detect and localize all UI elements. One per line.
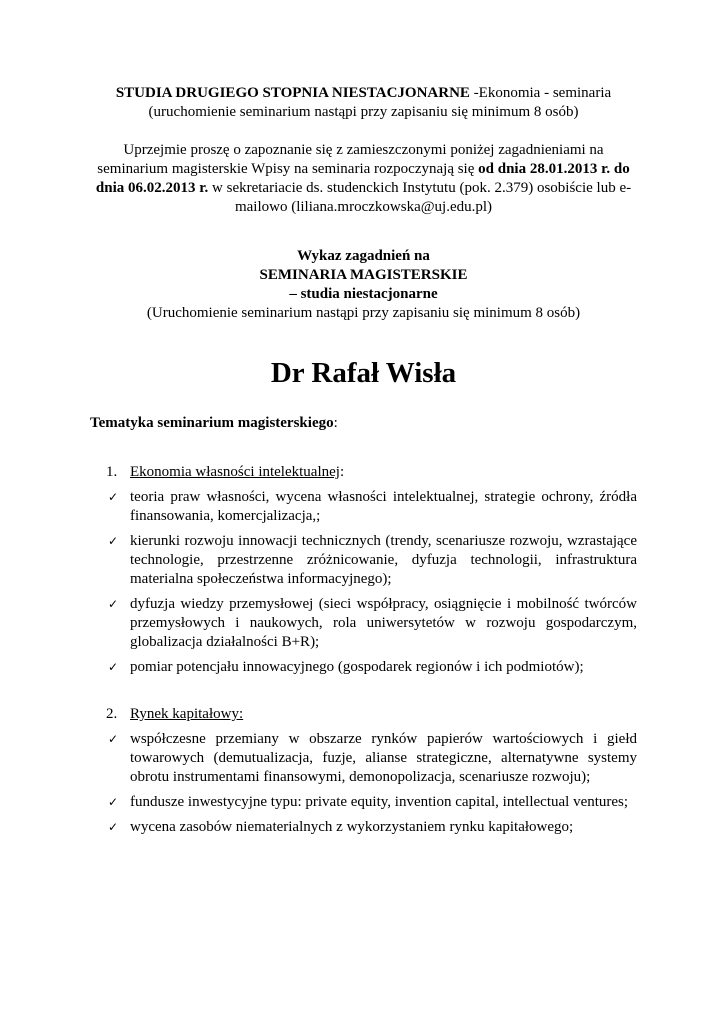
list-item bbox=[90, 793, 637, 812]
wykaz-line-3: – studia niestacjonarne bbox=[289, 286, 438, 302]
list-item bbox=[90, 730, 637, 787]
section-number: 2. bbox=[106, 706, 118, 722]
list-item-text: współczesne przemiany w obszarze rynków papierów wartościowych i giełd towarowych (demutualizacja, fuzje, alianse strategiczne, alternatywne systemy obrotu instrumentami finansowymi, demonopolizacja, scenariusze rozwoju); bbox=[130, 731, 637, 785]
list-item-text: teoria praw własności, wycena własności intelektualnej, strategie ochrony, źródła finansowania, komercjalizacja,; bbox=[130, 489, 637, 524]
list-item-text: wycena zasobów niematerialnych z wykorzystaniem rynku kapitałowego; bbox=[130, 819, 574, 835]
check-icon: ✓ bbox=[108, 660, 119, 674]
list-item bbox=[90, 532, 637, 589]
list-item bbox=[90, 658, 637, 677]
list-item bbox=[90, 818, 637, 837]
header-line-2: (uruchomienie seminarium nastąpi przy zapisaniu się minimum 8 osób) bbox=[148, 104, 579, 120]
section-1-title bbox=[90, 463, 637, 482]
check-icon: ✓ bbox=[108, 597, 119, 611]
subject-label: Tematyka seminarium magisterskiego bbox=[90, 415, 334, 431]
check-icon: ✓ bbox=[108, 490, 119, 504]
header bbox=[90, 84, 637, 122]
section-2-title bbox=[90, 705, 637, 724]
list-item-text: fundusze inwestycyjne typu: private equity, invention capital, intellectual ventures; bbox=[130, 794, 629, 810]
wykaz-block bbox=[90, 247, 637, 323]
wykaz-line-4: (Uruchomienie seminarium nastąpi przy zapisaniu się minimum 8 osób) bbox=[146, 305, 581, 321]
lecturer-name: Dr Rafał Wisła bbox=[270, 357, 457, 389]
header-line-1 bbox=[90, 84, 637, 103]
section-1-list bbox=[90, 488, 637, 677]
header-title-rest: -Ekonomia - seminaria bbox=[469, 85, 612, 101]
list-item-text: kierunki rozwoju innowacji technicznych (trendy, scenariusze rozwoju, wzrastające technologie, przestrzenne zróżnicowanie, dyfuzja technologii, infrastruktura materialna społeczeństwa informacyjnego); bbox=[130, 533, 637, 587]
section-number: 1. bbox=[106, 464, 118, 480]
section-title-text: Ekonomia własności intelektualnej bbox=[130, 464, 340, 480]
check-icon: ✓ bbox=[108, 732, 119, 746]
section-title-text: Rynek kapitałowy: bbox=[130, 706, 244, 722]
section-2-list bbox=[90, 730, 637, 837]
check-icon: ✓ bbox=[108, 795, 119, 809]
wykaz-line-2: SEMINARIA MAGISTERSKIE bbox=[259, 267, 468, 283]
intro-text-1: Uprzejmie proszę o zapoznanie się z zamieszczonymi poniżej zagadnieniami na seminarium magisterskie Wpisy na seminaria rozpoczynają się bbox=[97, 142, 604, 177]
list-item bbox=[90, 488, 637, 526]
intro-dates: od dnia 28.01.2013 r. do dnia 06.02.2013 r. bbox=[95, 161, 630, 196]
list-item bbox=[90, 595, 637, 652]
wykaz-line-1: Wykaz zagadnień na bbox=[297, 248, 430, 264]
header-title: STUDIA DRUGIEGO STOPNIA NIESTACJONARNE bbox=[115, 85, 470, 101]
subject-heading bbox=[90, 414, 637, 433]
subject-suffix: : bbox=[333, 415, 338, 431]
check-icon: ✓ bbox=[108, 820, 119, 834]
list-item-text: dyfuzja wiedzy przemysłowej (sieci współpracy, osiągnięcie i mobilność twórców przemysłowych i naukowych, rola uniwersytetów w rozwoju gospodarczym, globalizacja działalności B+R); bbox=[130, 596, 637, 650]
intro-text-2: w sekretariacie ds. studenckich Instytutu (pok. 2.379) osobiście lub e-mailowo (liliana.mroczkowska@uj.edu.pl) bbox=[208, 180, 632, 215]
intro-paragraph bbox=[90, 141, 637, 217]
check-icon: ✓ bbox=[108, 534, 119, 548]
list-item-text: pomiar potencjału innowacyjnego (gospodarek regionów i ich podmiotów); bbox=[130, 659, 584, 675]
section-title-suffix: : bbox=[339, 464, 345, 480]
